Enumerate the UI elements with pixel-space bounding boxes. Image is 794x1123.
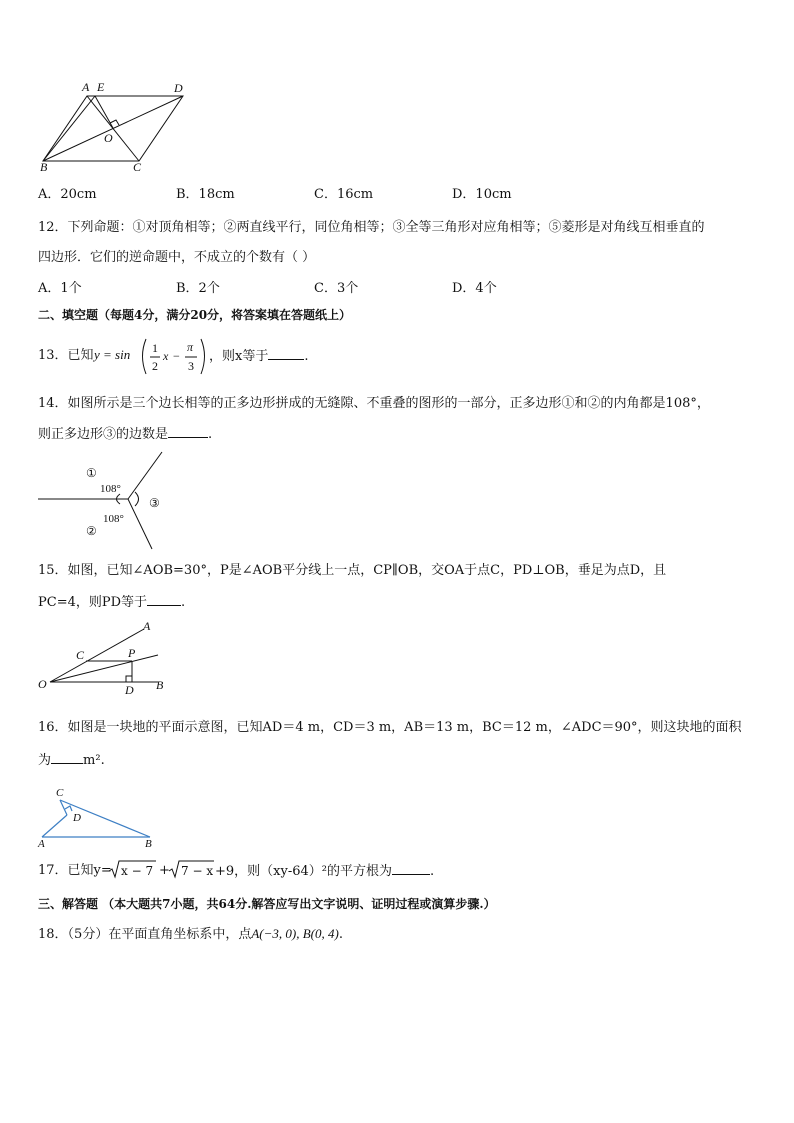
answer-blank xyxy=(51,751,83,764)
q13-frac2-num: π xyxy=(187,340,194,354)
q17-radicand-2: 7 − x xyxy=(181,864,214,878)
q16-line-1: 16．如图是一块地的平面示意图，已知AD＝4 m，CD＝3 m，AB＝13 m，BC＝12 m，∠ADC＝90°，则这块地的面积 xyxy=(38,720,742,735)
q13-suffix: ，则x等于 . xyxy=(209,349,309,364)
q12-option-c: C．3个 xyxy=(314,281,359,296)
q13-minus: − xyxy=(173,349,180,363)
point-label-d: D xyxy=(73,812,81,824)
q14-line-2: 则正多边形③的边数是 . xyxy=(38,427,213,442)
angle-label-2: 108° xyxy=(103,513,124,525)
answer-blank xyxy=(168,425,208,438)
section-3-heading: 三、解答题 （本大题共7小题，共64分.解答应写出文字说明、证明过程或演算步骤.） xyxy=(38,897,496,911)
point-label-b: B xyxy=(156,678,164,692)
polygon-1-label: ① xyxy=(86,466,97,480)
answer-blank xyxy=(268,347,304,360)
point-label-o: O xyxy=(104,131,113,145)
angle-label-1: 108° xyxy=(100,483,121,495)
q12-option-a: A．1个 xyxy=(38,281,82,296)
answer-blank xyxy=(147,593,181,606)
point-label-c: C xyxy=(133,160,142,174)
point-label-b: B xyxy=(145,838,152,850)
point-label-a: A xyxy=(143,619,151,633)
q17-plus: + xyxy=(159,863,170,878)
q13-frac1-num: 1 xyxy=(152,341,158,355)
q17-suffix: +9，则（xy-64）²的平方根为 . xyxy=(215,864,435,879)
q13-frac1-den: 2 xyxy=(152,359,158,373)
polygon-2-label: ② xyxy=(86,524,97,538)
polygon-3-label: ③ xyxy=(149,496,160,510)
q15-line-2: PC=4，则PD等于 . xyxy=(38,595,186,610)
q15-line-1: 15．如图，已知∠AOB=30°，P是∠AOB平分线上一点，CP∥OB，交OA于点C，PD⊥OB，垂足为点D，且 xyxy=(38,563,667,578)
q13-formula: y = sin xyxy=(94,347,131,362)
answer-blank xyxy=(392,862,430,875)
q18-points: A(−3, 0), B(0, 4) xyxy=(251,926,339,941)
q14-line-1: 14．如图所示是三个边长相等的正多边形拼成的无缝隙、不重叠的图形的一部分，正多边形①和②的内角都是108°， xyxy=(38,396,710,411)
point-label-c: C xyxy=(76,648,85,662)
point-label-p: P xyxy=(128,646,136,660)
q12-option-b: B．2个 xyxy=(176,281,220,296)
q11-option-d: D．10cm xyxy=(452,187,512,202)
q12-option-d: D．4个 xyxy=(452,281,497,296)
section-2-heading: 二、填空题（每题4分，满分20分，将答案填在答题纸上） xyxy=(38,308,352,322)
point-label-b: B xyxy=(40,160,48,174)
q11-option-c: C．16cm xyxy=(314,187,374,202)
point-label-a: A xyxy=(82,80,90,94)
point-label-a: A xyxy=(38,838,45,850)
q17-prefix: 17．已知y= xyxy=(38,863,112,878)
point-label-d: D xyxy=(125,683,134,697)
q16-line-2: 为 m². xyxy=(38,753,105,768)
q13-x: x xyxy=(163,349,169,363)
q12-line-2: 四边形．它们的逆命题中，不成立的个数有（ ） xyxy=(38,250,316,265)
point-label-o: O xyxy=(38,677,47,691)
point-label-d: D xyxy=(174,81,183,95)
q12-line-1: 12．下列命题：①对顶角相等；②两直线平行，同位角相等；③全等三角形对应角相等；⑤菱形是对角线互相垂直的 xyxy=(38,220,705,235)
q13-prefix: 13．已知 xyxy=(38,348,94,363)
point-label-e: E xyxy=(97,80,105,94)
q17-radicand-1: x − 7 xyxy=(121,864,154,878)
point-label-c: C xyxy=(56,787,64,799)
q13-frac2-den: 3 xyxy=(188,359,194,373)
q11-option-a: A．20cm xyxy=(38,187,97,202)
q11-option-b: B．18cm xyxy=(176,187,235,202)
q18-text: 18．（5分）在平面直角坐标系中，点A(−3, 0), B(0, 4). xyxy=(38,926,343,942)
